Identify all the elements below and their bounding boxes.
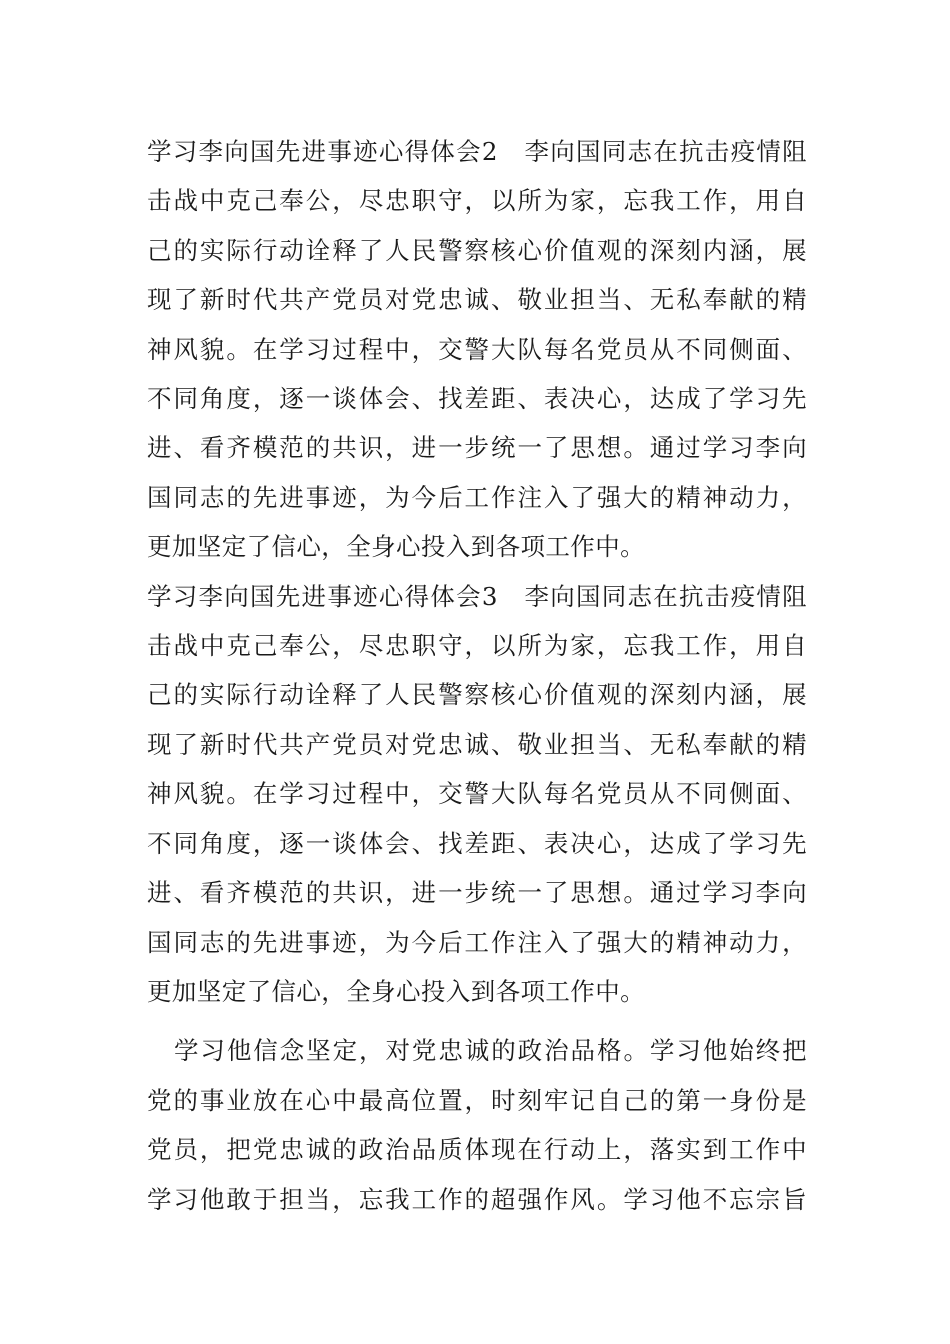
text-line: 党员，把党忠诚的政治品质体现在行动上，落实到工作中 [147, 1135, 807, 1165]
text-line: 进、看齐模范的共识，进一步统一了思想。通过学习李向 [147, 433, 807, 463]
text-line: 不同角度，逐一谈体会、找差距、表决心，达成了学习先 [147, 384, 807, 414]
paragraph-experience-3 [147, 572, 807, 1017]
text-line: 学习他敢于担当，忘我工作的超强作风。学习他不忘宗旨 [147, 1184, 807, 1214]
text-line: 己的实际行动诠释了人民警察核心价值观的深刻内涵，展 [147, 680, 807, 710]
text-line: 不同角度，逐一谈体会、找差距、表决心，达成了学习先 [147, 828, 807, 858]
paragraph-experience-2 [147, 127, 807, 572]
paragraph-learning [147, 1026, 807, 1224]
text-line: 进、看齐模范的共识，进一步统一了思想。通过学习李向 [147, 878, 807, 908]
text-line: 国同志的先进事迹，为今后工作注入了强大的精神动力， [147, 927, 807, 957]
text-line: 现了新时代共产党员对党忠诚、敬业担当、无私奉献的精 [147, 729, 807, 759]
text-line: 学习李向国先进事迹心得体会2 李向国同志在抗击疫情阻 [147, 137, 807, 166]
text-line: 党的事业放在心中最高位置，时刻牢记自己的第一身份是 [147, 1085, 807, 1115]
text-line: 更加坚定了信心，全身心投入到各项工作中。 [147, 976, 645, 1006]
text-line: 现了新时代共产党员对党忠诚、敬业担当、无私奉献的精 [147, 285, 807, 315]
text-line: 国同志的先进事迹，为今后工作注入了强大的精神动力， [147, 482, 807, 512]
text-line: 学习他信念坚定，对党忠诚的政治品格。学习他始终把 [173, 1036, 807, 1066]
text-line: 击战中克己奉公，尽忠职守，以所为家，忘我工作，用自 [147, 186, 807, 216]
document-body [147, 127, 807, 1224]
text-line: 己的实际行动诠释了人民警察核心价值观的深刻内涵，展 [147, 235, 807, 265]
text-line: 学习李向国先进事迹心得体会3 李向国同志在抗击疫情阻 [147, 581, 807, 611]
text-line: 更加坚定了信心，全身心投入到各项工作中。 [147, 532, 645, 562]
text-line: 击战中克己奉公，尽忠职守，以所为家，忘我工作，用自 [147, 631, 807, 661]
text-line: 神风貌。在学习过程中，交警大队每名党员从不同侧面、 [147, 779, 807, 809]
text-line: 神风貌。在学习过程中，交警大队每名党员从不同侧面、 [147, 334, 807, 364]
